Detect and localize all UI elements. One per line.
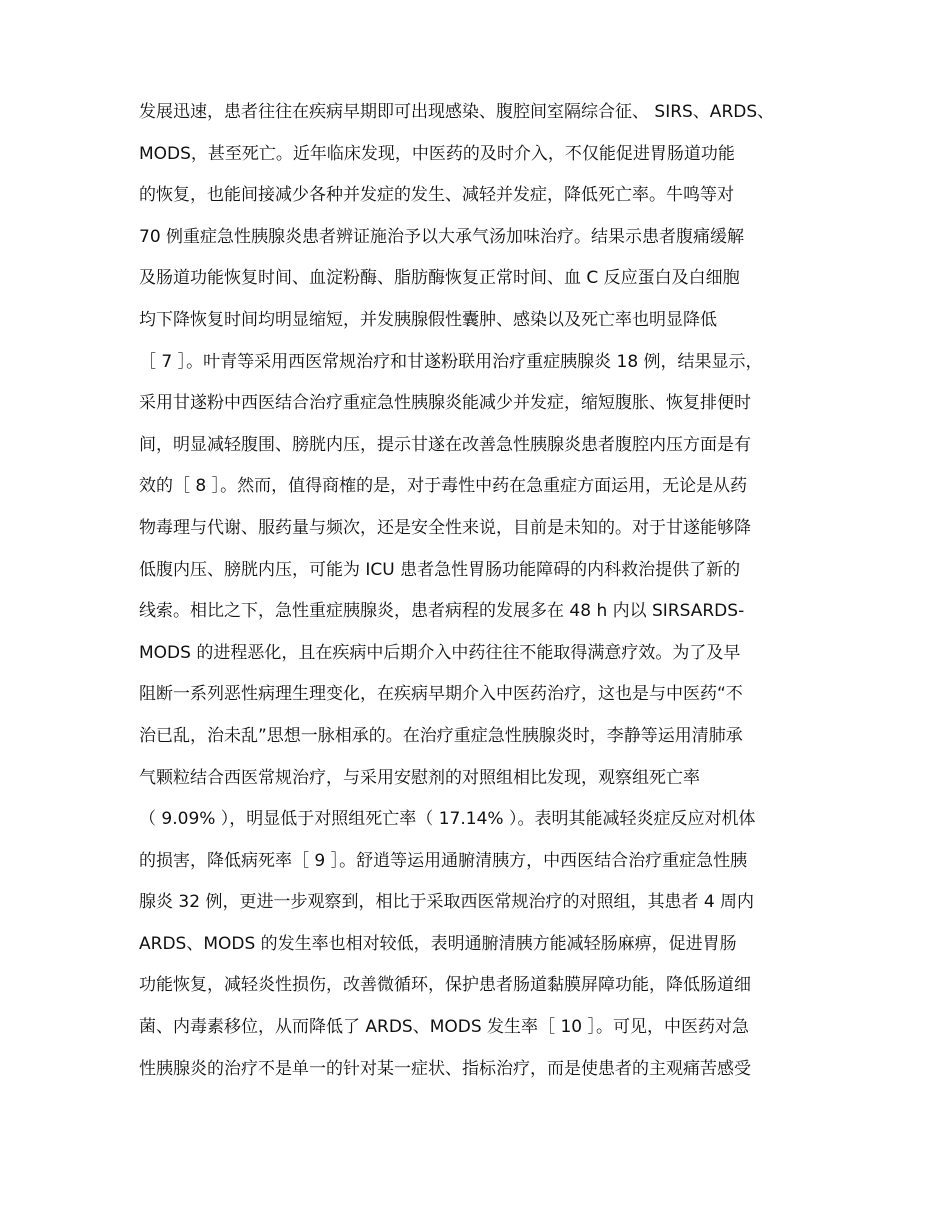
text-line: 及肠道功能恢复时间、血淀粉酶、脂肪酶恢复正常时间、血 C 反应蛋白及白细胞	[139, 268, 740, 289]
body-text	[139, 92, 839, 1090]
text-line: 阻断一系列恶性病理生理变化，在疾病早期介入中医药治疗，这也是与中医药“不	[139, 684, 743, 705]
text-line: 间，明显减轻腹围、膀胱内压，提示甘遂在改善急性胰腺炎患者腹腔内压方面是有	[139, 434, 751, 455]
text-line: 腺炎 32 例，更进一步观察到，相比于采取西医常规治疗的对照组，其患者 4 周内	[139, 892, 755, 913]
text-line: 70 例重症急性胰腺炎患者辨证施治予以大承气汤加味治疗。结果示患者腹痛缓解	[139, 226, 745, 247]
text-line: 治已乱，治未乱”思想一脉相承的。在治疗重症急性胰腺炎时，李静等运用清肺承	[139, 725, 743, 746]
text-line: 均下降恢复时间均明显缩短，并发胰腺假性囊肿、感染以及死亡率也明显降低	[139, 309, 717, 330]
text-line: 功能恢复，减轻炎性损伤，改善微循环，保护患者肠道黏膜屏障功能，降低肠道细	[139, 975, 751, 996]
text-line: 物毒理与代谢、服药量与频次，还是安全性来说，目前是未知的。对于甘遂能够降	[139, 517, 751, 538]
text-line: 性胰腺炎的治疗不是单一的针对某一症状、指标治疗，而是使患者的主观痛苦感受	[139, 1058, 751, 1079]
text-line: 低腹内压、膀胱内压，可能为 ICU 患者急性胃肠功能障碍的内科救治提供了新的	[139, 559, 741, 580]
text-line: 菌、内毒素移位，从而降低了 ARDS、MODS 发生率［ 10 ］。可见，中医药对急	[139, 1017, 749, 1038]
text-line: （ 9.09% ），明显低于对照组死亡率（ 17.14% ）。表明其能减轻炎症反应对机体	[139, 809, 756, 830]
text-line: MODS，甚至死亡。近年临床发现，中医药的及时介入，不仅能促进胃肠道功能	[139, 143, 735, 164]
text-line: 气颗粒结合西医常规治疗，与采用安慰剂的对照组相比发现，观察组死亡率	[139, 767, 700, 788]
text-line: 采用甘遂粉中西医结合治疗重症急性胰腺炎能减少并发症，缩短腹胀、恢复排便时	[139, 393, 751, 414]
text-line: MODS 的进程恶化，且在疾病中后期介入中药往往不能取得满意疗效。为了及早	[139, 642, 741, 663]
text-line: 发展迅速，患者往往在疾病早期即可出现感染、腹腔间室隔综合征、 SIRS、ARDS、	[139, 102, 775, 122]
text-line: 效的［ 8 ］。然而，值得商榷的是，对于毒性中药在急重症方面运用，无论是从药	[139, 476, 748, 497]
text-line: 线索。相比之下，急性重症胰腺炎，患者病程的发展多在 48 h 内以 SIRSARDS-	[139, 601, 745, 622]
text-line: 的损害，降低病死率［ 9 ］。舒逍等运用通腑清胰方，中西医结合治疗重症急性胰	[139, 850, 748, 871]
text-line: ［ 7 ］。叶青等采用西医常规治疗和甘遂粉联用治疗重症胰腺炎 18 例，结果显示，	[139, 351, 763, 372]
text-line: ARDS、MODS 的发生率也相对较低，表明通腑清胰方能减轻肠麻痹，促进胃肠	[139, 933, 737, 954]
text-line: 的恢复，也能间接减少各种并发症的发生、减轻并发症，降低死亡率。牛鸣等对	[139, 185, 734, 206]
